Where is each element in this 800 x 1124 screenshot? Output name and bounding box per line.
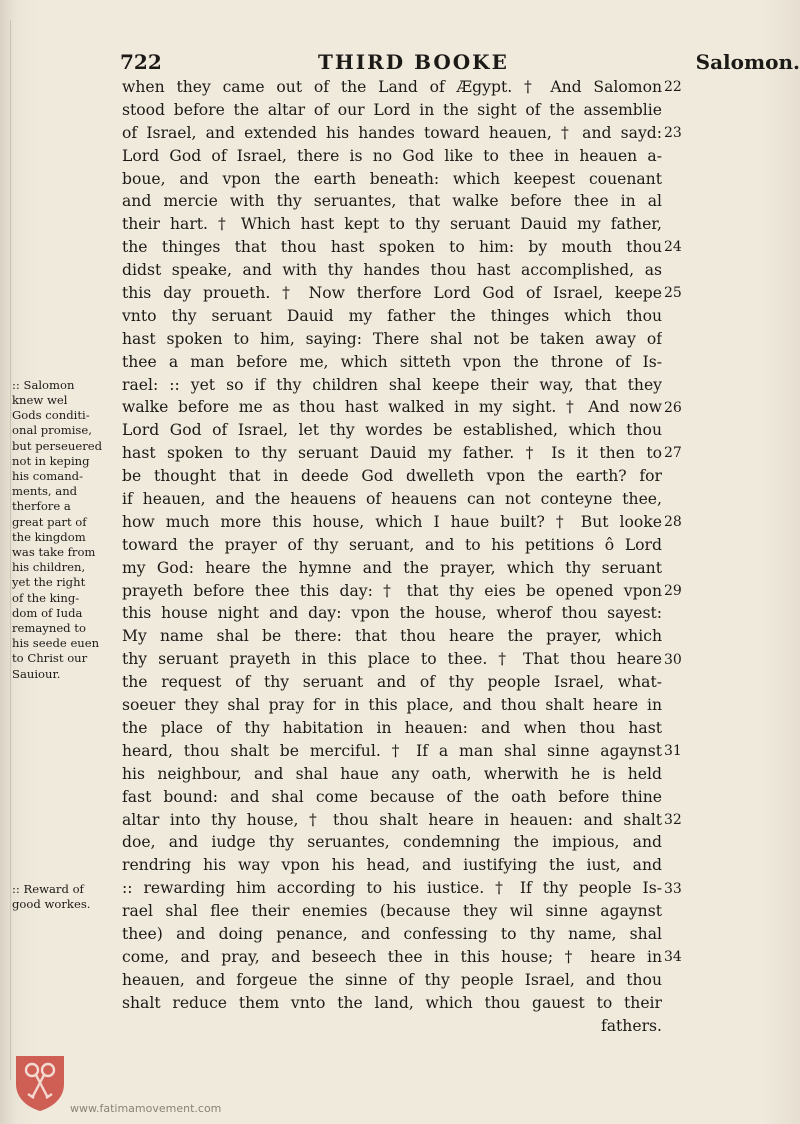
margin-note-line: dom of Iuda [12,605,83,620]
text-line: heard, thou shalt be merciful. † If a man shal sinne agaynst [122,741,662,760]
text-line: the request of thy seruant and of thy people Israel, what- [122,673,662,692]
footer-website-link[interactable]: www.fatimamovement.com [70,1102,222,1115]
margin-note-line: great part of [12,514,87,529]
margin-note-line: :: Salomon [12,377,75,392]
book-title: THIRD BOOKE [318,50,509,74]
margin-note-line: remayned to [12,620,86,635]
text-line: thy seruant prayeth in this place to thee. † That thou heare [122,650,662,669]
page-header [120,50,800,76]
margin-note-line: therfore a [12,499,71,514]
text-line: hast spoken to him, saying: There shal not be taken away of [122,329,662,348]
running-head: Salomon. [695,50,800,74]
text-line: prayeth before thee this day: † that thy eies be opened vpon [122,581,662,600]
margin-note-line: of the king- [12,590,80,605]
text-line: the place of thy habitation in heauen: and when thou hast [122,718,662,737]
text-line: Lord God of Israel, there is no God like to thee in heauen a- [122,146,662,165]
verse-number: 22 [664,79,682,95]
text-line: rendring his way vpon his head, and iustifying the iust, and [122,856,662,875]
margin-note-line: was take from [12,544,96,559]
verse-number: 30 [664,651,682,668]
text-line: thee) and doing penance, and confessing to thy name, shal [122,924,662,943]
margin-note [12,882,120,912]
folio-number: 722 [120,50,162,74]
text-line: boue, and vpon the earth beneath: which keepest couenant [122,169,662,188]
verse-number: 33 [664,880,682,897]
text-line: heauen, and forgeue the sinne of thy people Israel, and thou [122,970,662,989]
text-line: My name shal be there: that thou heare the prayer, which [122,627,662,646]
text-line: fast bound: and shal come because of the oath before thine [122,787,662,806]
text-line: toward the prayer of thy seruant, and to his petitions ô Lord [122,535,662,554]
margin-note-line: knew wel [12,392,68,407]
text-line: this house night and day: vpon the house, wherof thou sayest: [122,604,662,623]
margin-note-line: to Christ our [12,651,88,666]
fatima-shield-logo-icon [14,1054,66,1112]
text-line: his neighbour, and shal haue any oath, wherwith he is held [122,764,662,783]
verse-number: 26 [664,399,682,416]
verse-number: 25 [664,285,682,302]
text-line: fathers. [600,1016,662,1035]
text-line: stood before the altar of our Lord in the sight of the assemblie [122,100,662,119]
margin-note-line: the kingdom [12,529,86,544]
margin-note-line: :: Reward of [12,881,84,896]
verse-number: 34 [664,949,682,966]
text-line: didst speake, and with thy handes thou hast accomplished, as [122,261,662,280]
verse-number: 27 [664,445,682,462]
margin-note-line: yet the right [12,575,86,590]
text-line: shalt reduce them vnto the land, which thou gauest to their [122,993,662,1012]
text-line: when they came out of the Land of Ægypt. † And Salomon [122,78,662,96]
verse-number: 23 [664,124,682,141]
text-line: walke before me as thou hast walked in my sight. † And now [122,398,662,417]
verse-number: 29 [664,582,682,599]
text-line: come, and pray, and beseech thee in this house; † heare in [122,947,662,966]
text-line: rael: :: yet so if thy children shal keepe their way, that they [122,375,662,394]
margin-note-line: Sauiour. [12,666,61,681]
text-line: rael shal flee their enemies (because they wil sinne agaynst [122,902,662,921]
text-line: hast spoken to thy seruant Dauid my father. † Is it then to [122,444,662,463]
margin-note-line: ments, and [12,484,78,499]
margin-note-line: not in keping [12,453,90,468]
verse-number: 24 [664,239,682,256]
text-line: their hart. † Which hast kept to thy seruant Dauid my father, [122,215,662,234]
page-gutter [10,20,11,1080]
margin-note-line: Gods conditi- [12,408,90,423]
main-text-column [122,76,662,1037]
margin-note-line: but perseuered [12,438,103,453]
text-line: my God: heare the hymne and the prayer, which thy seruant [122,558,662,577]
text-line: vnto thy seruant Dauid my father the thinges which thou [122,306,662,325]
margin-note-line: onal promise, [12,423,92,438]
text-line: and mercie with thy seruantes, that walke before thee in al [122,192,662,211]
verse-number: 32 [664,811,682,828]
text-line: Lord God of Israel, let thy wordes be established, which thou [122,421,662,440]
margin-note-line: his children, [12,560,86,575]
text-line: how much more this house, which I haue built? † But looke [122,512,662,531]
text-line: altar into thy house, † thou shalt heare in heauen: and shalt [122,810,662,829]
text-line: thee a man before me, which sitteth vpon the throne of Is- [122,352,662,371]
text-line: be thought that in deede God dwelleth vpon the earth? for [122,467,662,486]
margin-note [12,378,120,682]
text-line: of Israel, and extended his handes toward heauen, † and sayd: [122,123,662,142]
text-line: :: rewarding him according to his iustice. † If thy people Is- [122,879,662,898]
text-line: the thinges that thou hast spoken to him: by mouth thou [122,238,662,257]
margin-note-line: good workes. [12,896,91,911]
margin-note-line: his comand- [12,468,83,483]
text-line: if heauen, and the heauens of heauens can not conteyne thee, [122,490,662,509]
text-line: this day proueth. † Now therfore Lord God of Israel, keepe [122,284,662,303]
text-line: soeuer they shal pray for in this place, and thou shalt heare in [122,696,662,715]
text-line: doe, and iudge thy seruantes, condemning the impious, and [122,833,662,852]
verse-number: 31 [664,743,682,760]
verse-number: 28 [664,514,682,531]
margin-note-line: his seede euen [12,636,100,651]
